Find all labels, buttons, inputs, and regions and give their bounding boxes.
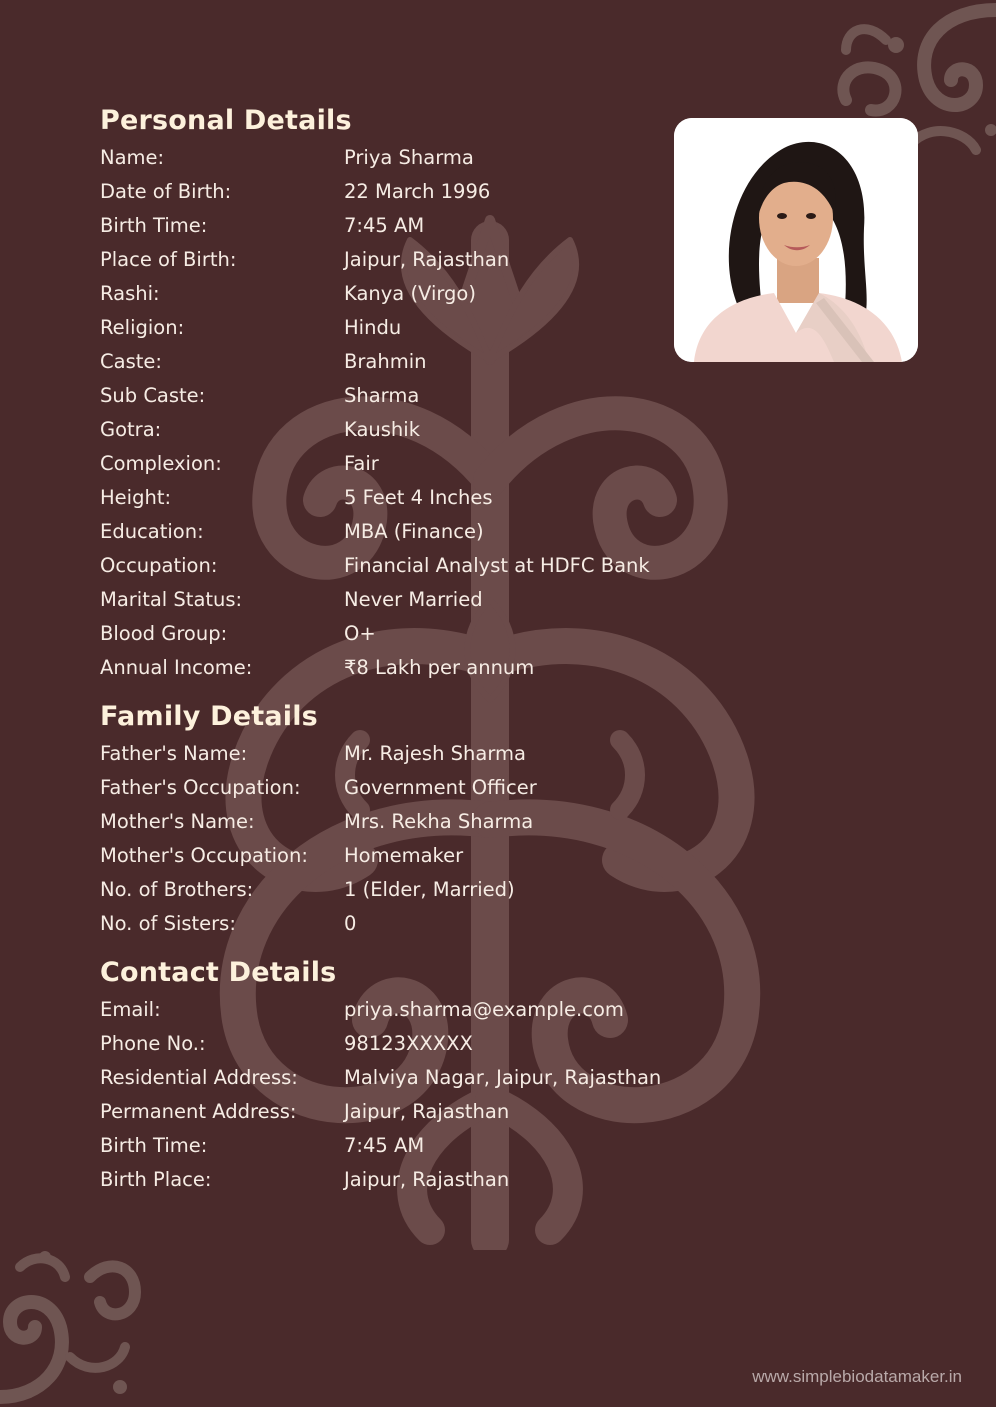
detail-row (100, 804, 700, 838)
detail-value: Kaushik (344, 417, 420, 441)
corner-ornament-bottom-left (0, 1237, 150, 1407)
detail-row (100, 514, 700, 548)
detail-label: Birth Time: (100, 1133, 208, 1157)
detail-value: Homemaker (344, 843, 464, 867)
detail-value: Priya Sharma (344, 145, 474, 169)
detail-row (100, 1162, 700, 1196)
detail-value: Fair (344, 451, 379, 475)
detail-label: Name: (100, 145, 165, 169)
contact-details-list (100, 992, 700, 1196)
detail-row (100, 616, 700, 650)
detail-label: Caste: (100, 349, 162, 373)
detail-label: Education: (100, 519, 204, 543)
detail-value: Brahmin (344, 349, 427, 373)
detail-value: 98123XXXXX (344, 1031, 473, 1055)
detail-label: Mother's Name: (100, 809, 255, 833)
detail-value: Mr. Rajesh Sharma (344, 741, 526, 765)
detail-label: Birth Time: (100, 213, 208, 237)
detail-value: O+ (344, 621, 376, 645)
detail-value: 22 March 1996 (344, 179, 491, 203)
biodata-content (100, 102, 700, 1196)
detail-value: Jaipur, Rajasthan (344, 247, 510, 271)
profile-photo (674, 118, 918, 362)
detail-label: Annual Income: (100, 655, 253, 679)
detail-value: Malviya Nagar, Jaipur, Rajasthan (344, 1065, 662, 1089)
detail-label: Permanent Address: (100, 1099, 297, 1123)
detail-label: Marital Status: (100, 587, 243, 611)
detail-label: Religion: (100, 315, 185, 339)
detail-row (100, 838, 700, 872)
detail-row (100, 872, 700, 906)
detail-row (100, 276, 700, 310)
detail-label: Father's Occupation: (100, 775, 301, 799)
detail-value: 0 (344, 911, 357, 935)
detail-row (100, 446, 700, 480)
detail-label: Email: (100, 997, 161, 1021)
website-footer: www.simplebiodatamaker.in (752, 1367, 962, 1386)
detail-value: Hindu (344, 315, 402, 339)
detail-label: Rashi: (100, 281, 160, 305)
detail-value: MBA (Finance) (344, 519, 484, 543)
detail-label: Phone No.: (100, 1031, 206, 1055)
detail-row (100, 906, 700, 940)
detail-value: Jaipur, Rajasthan (344, 1167, 510, 1191)
detail-value: Financial Analyst at HDFC Bank (344, 553, 650, 577)
detail-label: Date of Birth: (100, 179, 232, 203)
detail-value: Mrs. Rekha Sharma (344, 809, 534, 833)
detail-label: Mother's Occupation: (100, 843, 308, 867)
detail-row (100, 650, 700, 684)
detail-row (100, 208, 700, 242)
detail-value: Jaipur, Rajasthan (344, 1099, 510, 1123)
detail-row (100, 1128, 700, 1162)
detail-row (100, 378, 700, 412)
detail-label: Residential Address: (100, 1065, 298, 1089)
detail-row (100, 1026, 700, 1060)
detail-row (100, 412, 700, 446)
detail-value: 7:45 AM (344, 1133, 425, 1157)
section-spacer (100, 684, 700, 698)
detail-label: Place of Birth: (100, 247, 237, 271)
section-spacer (100, 940, 700, 954)
detail-row (100, 736, 700, 770)
portrait-image (674, 118, 918, 362)
detail-value: Sharma (344, 383, 420, 407)
detail-value: Never Married (344, 587, 483, 611)
detail-row (100, 344, 700, 378)
personal-details-list (100, 140, 700, 684)
detail-row (100, 242, 700, 276)
detail-row (100, 174, 700, 208)
detail-row (100, 310, 700, 344)
personal-details-heading: Personal Details (100, 105, 352, 136)
detail-row (100, 140, 700, 174)
detail-value: 5 Feet 4 Inches (344, 485, 493, 509)
detail-row (100, 992, 700, 1026)
detail-label: Birth Place: (100, 1167, 212, 1191)
detail-value: Kanya (Virgo) (344, 281, 476, 305)
detail-value: 7:45 AM (344, 213, 425, 237)
detail-row (100, 770, 700, 804)
detail-label: Father's Name: (100, 741, 248, 765)
contact-details-heading: Contact Details (100, 957, 337, 988)
detail-label: Height: (100, 485, 172, 509)
detail-row (100, 1060, 700, 1094)
detail-row (100, 1094, 700, 1128)
detail-label: No. of Brothers: (100, 877, 254, 901)
detail-label: Complexion: (100, 451, 222, 475)
detail-label: No. of Sisters: (100, 911, 236, 935)
detail-row (100, 582, 700, 616)
family-details-list (100, 736, 700, 940)
family-details-heading: Family Details (100, 701, 318, 732)
detail-label: Blood Group: (100, 621, 228, 645)
detail-value: priya.sharma@example.com (344, 997, 624, 1021)
detail-value: Government Officer (344, 775, 537, 799)
detail-label: Gotra: (100, 417, 162, 441)
detail-value: 1 (Elder, Married) (344, 877, 515, 901)
detail-label: Sub Caste: (100, 383, 206, 407)
detail-row (100, 480, 700, 514)
detail-row (100, 548, 700, 582)
detail-label: Occupation: (100, 553, 218, 577)
detail-value: ₹8 Lakh per annum (344, 655, 535, 679)
